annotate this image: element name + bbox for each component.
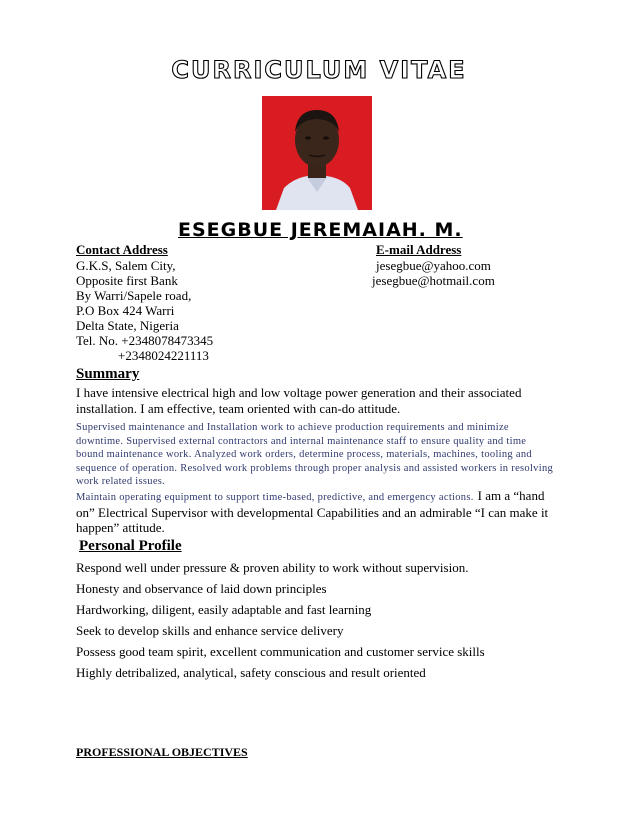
email-yahoo: jesegbue@yahoo.com — [376, 258, 491, 273]
summary-heading: Summary — [76, 366, 140, 382]
summary-closing-block — [76, 488, 562, 535]
contact-line: Opposite first Bank — [76, 273, 178, 288]
contact-line: P.O Box 424 Warri — [76, 303, 175, 318]
summary-detail: Supervised maintenance and Installation work to achieve production requirements and minimize downtime. Supervised external contractors and internal maintenance staff to ensure quality and time bound maintenance work. Analyzed work orders, determine process, materials, machines, tooling and sequence of operation. Resolved work problems through proper analysis and assisted workers in resolving work related issues. — [76, 422, 554, 487]
contact-line: G.K.S, Salem City, — [76, 258, 176, 273]
contact-phone-2: +2348024221113 — [118, 348, 209, 363]
contact-phone-1: Tel. No. +2348078473345 — [76, 333, 214, 348]
candidate-name: ESEGBUE JEREMAIAH. M. — [178, 219, 463, 241]
profile-item: Hardworking, diligent, easily adaptable and fast learning — [76, 602, 372, 617]
contact-address-heading: Contact Address — [76, 242, 168, 257]
summary-closing: I am a “hand on” Electrical Supervisor with developmental Capabilities and an admirable “I can make it happen” attitude. — [76, 488, 549, 535]
summary-intro: I have intensive electrical high and low voltage power generation and their associated installation. I am effective, team oriented with can-do attitude. — [76, 385, 522, 416]
profile-item: Highly detribalized, analytical, safety conscious and result oriented — [76, 665, 426, 680]
cv-title: CURRICULUM VITAE — [171, 56, 467, 84]
personal-profile-heading: Personal Profile — [79, 538, 182, 554]
professional-objectives-heading: PROFESSIONAL OBJECTIVES — [76, 745, 248, 759]
contact-line: By Warri/Sapele road, — [76, 288, 192, 303]
profile-item: Respond well under pressure & proven ability to work without supervision. — [76, 560, 469, 575]
email-hotmail: jesegbue@hotmail.com — [372, 273, 495, 288]
email-heading: E-mail Address — [376, 242, 462, 257]
contact-line: Delta State, Nigeria — [76, 318, 179, 333]
profile-item: Possess good team spirit, excellent communication and customer service skills — [76, 644, 485, 659]
profile-item: Seek to develop skills and enhance service delivery — [76, 623, 344, 638]
profile-item: Honesty and observance of laid down principles — [76, 581, 327, 596]
summary-detail-2: Maintain operating equipment to support time-based, predictive, and emergency actions. — [76, 492, 474, 503]
profile-photo — [262, 96, 372, 210]
